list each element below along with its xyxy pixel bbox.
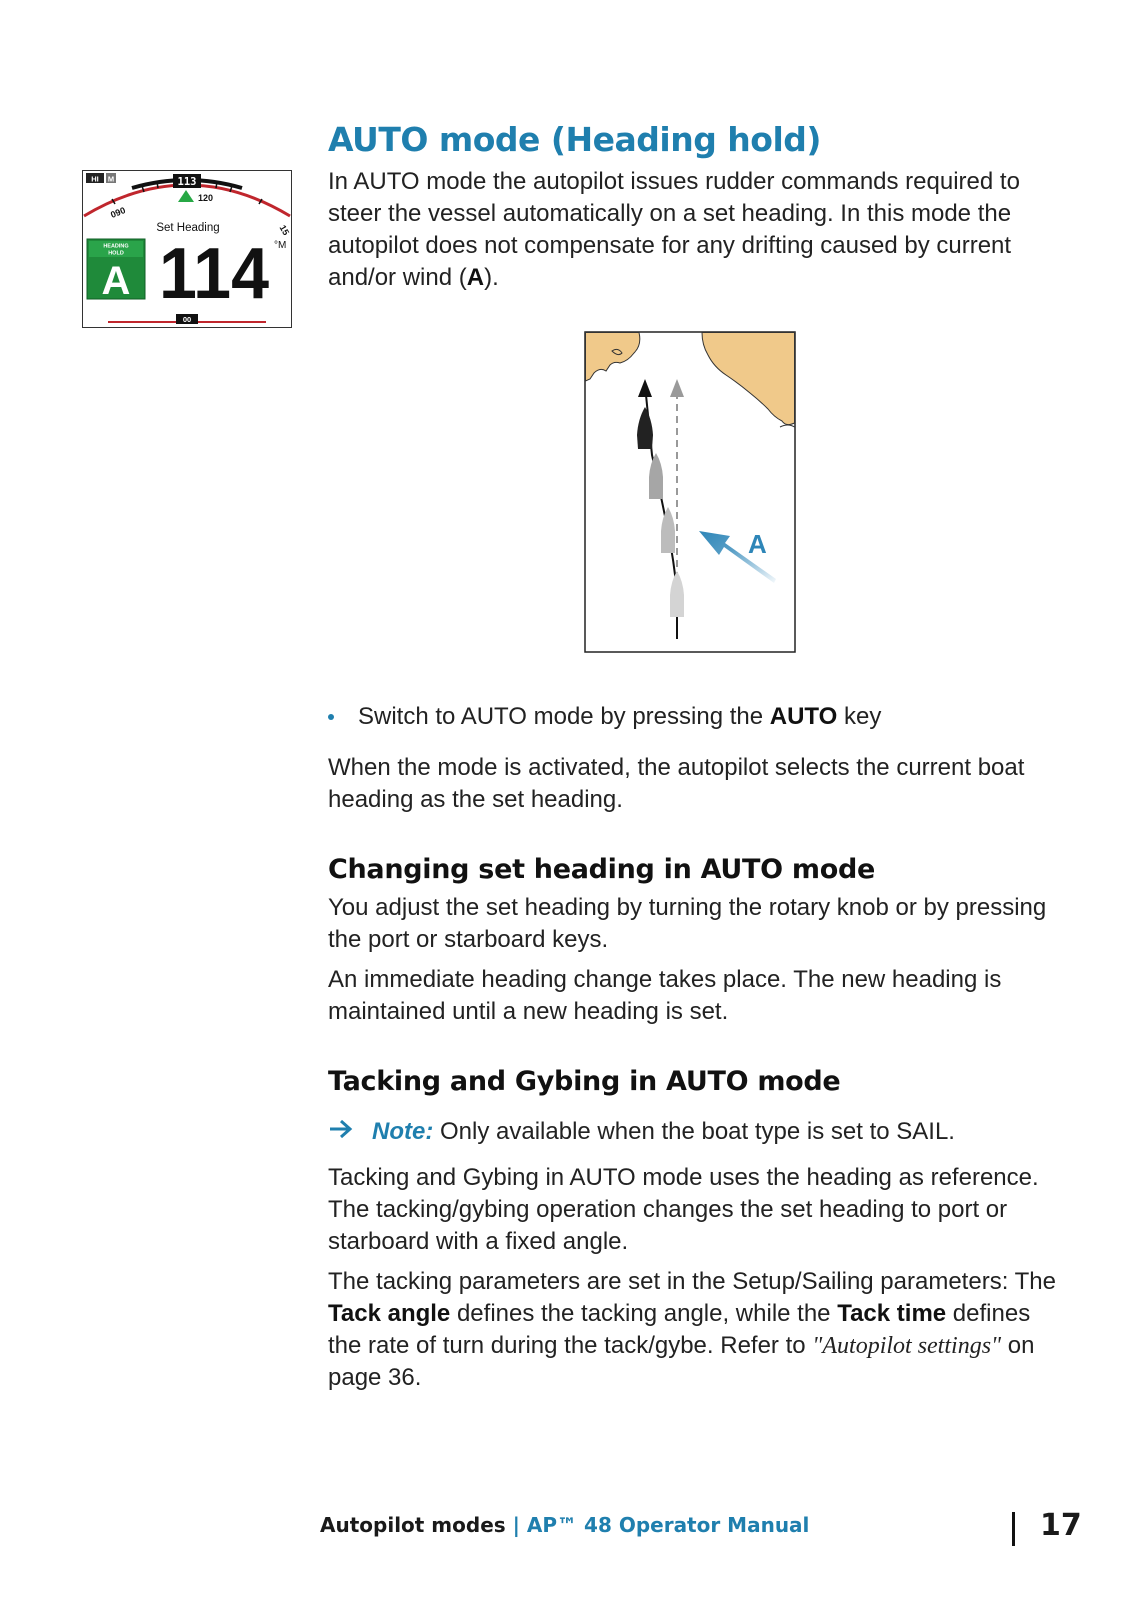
- bullet-text-end: key: [837, 703, 882, 730]
- tack-time-bold: Tack time: [837, 1300, 947, 1327]
- tacking-text-d: on page 36.: [328, 1332, 1035, 1391]
- hi-label: HI: [91, 174, 99, 184]
- note-text: Only available when the boat type is set to SAIL.: [433, 1118, 955, 1145]
- section-heading-changing: Changing set heading in AUTO mode: [328, 854, 876, 885]
- bullet-bold-auto: AUTO: [769, 703, 838, 730]
- intro-text-end: ).: [484, 264, 499, 291]
- mode-badge-line1: HEADING: [103, 243, 129, 250]
- heading-value: 114: [159, 234, 269, 314]
- bullet-dot: [328, 714, 334, 720]
- bullet-item: [358, 701, 881, 733]
- tacking-paragraph-2: [328, 1266, 1068, 1394]
- tacking-text-b: defines the tacking angle, while the: [450, 1300, 838, 1327]
- heading-unit: °M: [274, 240, 287, 251]
- top-heading: 113: [177, 176, 197, 188]
- bullet-text: Switch to AUTO mode by pressing the: [358, 703, 770, 730]
- m-label: M: [107, 174, 115, 184]
- intro-text: In AUTO mode the autopilot issues rudder commands required to steer the vessel automatically on a set heading. In this mode the autopilot does not compensate for any drifting caused by current and/or wind (: [328, 168, 1020, 291]
- tacking-paragraph-1: Tacking and Gybing in AUTO mode uses the heading as reference. The tacking/gybing operation changes the set heading to port or starboard with a fixed angle.: [328, 1164, 1039, 1255]
- autopilot-display: [82, 170, 292, 328]
- rudder-value: 00: [182, 315, 192, 324]
- drift-diagram-graphic: [584, 331, 796, 653]
- autopilot-display-graphic: [82, 170, 292, 328]
- footer-manual-title: AP™ 48 Operator Manual: [526, 1513, 810, 1537]
- tick-label-120: 120: [198, 193, 214, 203]
- mode-badge-line2: HOLD: [108, 250, 124, 257]
- footer: [320, 1513, 809, 1537]
- drift-label-a: A: [748, 529, 767, 559]
- tacking-text-c: defines the rate of turn during the tack/gybe. Refer to: [328, 1300, 1031, 1359]
- footer-section: Autopilot modes: [320, 1513, 506, 1537]
- mode-letter: A: [101, 259, 131, 303]
- page-number-divider: [1012, 1512, 1015, 1546]
- note-line: [372, 1116, 955, 1148]
- changing-paragraph-2: An immediate heading change takes place. The new heading is maintained until a new heading is set.: [328, 966, 1002, 1025]
- page-title: AUTO mode (Heading hold): [328, 120, 821, 159]
- note-arrow-icon: [328, 1118, 354, 1145]
- set-heading-label: Set Heading: [156, 222, 220, 234]
- tick-label-090: 090: [109, 205, 127, 220]
- intro-bold-a: A: [466, 264, 485, 291]
- activated-paragraph: When the mode is activated, the autopilot selects the current boat heading as the set heading.: [328, 754, 1025, 813]
- section-heading-tacking: Tacking and Gybing in AUTO mode: [328, 1066, 841, 1097]
- intro-paragraph: [328, 166, 1068, 294]
- changing-paragraph-1: You adjust the set heading by turning the rotary knob or by pressing the port or starboard keys.: [328, 894, 1047, 953]
- page-number: 17: [1040, 1508, 1082, 1543]
- autopilot-settings-link[interactable]: "Autopilot settings": [812, 1333, 1002, 1359]
- footer-separator: |: [505, 1513, 527, 1537]
- tack-angle-bold: Tack angle: [328, 1300, 451, 1327]
- note-label: Note:: [372, 1118, 434, 1145]
- tick-label-right: 15: [277, 223, 292, 237]
- drift-diagram: [584, 331, 796, 653]
- tacking-text-a: The tacking parameters are set in the Setup/Sailing parameters: The: [328, 1268, 1056, 1295]
